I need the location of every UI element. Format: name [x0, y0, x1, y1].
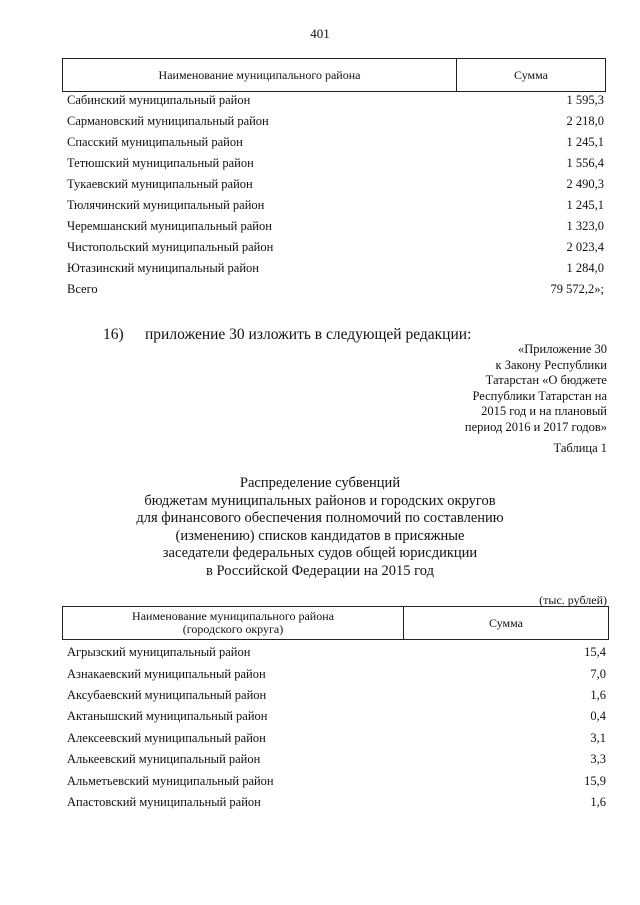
appendix-reference — [437, 342, 607, 435]
table2-header — [62, 606, 609, 640]
row-value: 1,6 — [590, 794, 606, 809]
table-row — [67, 706, 608, 727]
table-row — [67, 90, 606, 111]
row-name: Всего — [67, 282, 98, 296]
table-row — [67, 237, 606, 258]
row-value: 1 556,4 — [566, 156, 604, 170]
row-value: 1 323,0 — [566, 219, 604, 233]
row-name: Агрызский муниципальный район — [67, 645, 251, 660]
row-name: Актанышский муниципальный район — [67, 709, 268, 724]
item-number: 16) — [103, 326, 124, 343]
row-value: 0,4 — [590, 709, 606, 724]
title-line: для финансового обеспечения полномочий по составлению — [136, 510, 504, 526]
row-name: Азнакаевский муниципальный район — [67, 666, 266, 681]
table-row — [67, 749, 608, 770]
table-row — [67, 174, 606, 195]
row-value: 79 572,2»; — [550, 282, 604, 296]
row-value: 1 245,1 — [566, 135, 604, 149]
table-row — [67, 663, 608, 684]
row-name: Чистопольский муниципальный район — [67, 240, 274, 254]
table1-header — [62, 58, 606, 92]
table-row — [67, 728, 608, 749]
row-value: 2 023,4 — [566, 240, 604, 254]
appendix-line: период 2016 и 2017 годов» — [464, 419, 607, 434]
header-line: Наименование муниципального района — [132, 609, 334, 623]
row-value: 7,0 — [590, 666, 606, 681]
header-line: (городского округа) — [182, 622, 284, 636]
row-name: Тукаевский муниципальный район — [67, 177, 253, 191]
amendment-item — [103, 326, 471, 344]
table-label: Таблица 1 — [553, 441, 607, 455]
appendix-line: 2015 год и на плановый — [481, 404, 607, 418]
table-row — [67, 258, 606, 279]
row-name: Алексеевский муниципальный район — [67, 730, 266, 745]
row-name: Апастовский муниципальный район — [67, 794, 261, 809]
table2-header-name — [63, 607, 404, 639]
title-line: заседатели федеральных судов общей юрисдикции — [162, 545, 478, 561]
row-value: 3,3 — [590, 752, 606, 767]
title-line: в Российской Федерации на 2015 год — [206, 562, 434, 579]
row-value: 2 218,0 — [566, 114, 604, 128]
title-line: бюджетам муниципальных районов и городских округов — [144, 492, 496, 509]
appendix-line: «Приложение 30 — [518, 342, 607, 356]
row-name: Ютазинский муниципальный район — [67, 261, 259, 275]
table1-body — [67, 90, 606, 300]
row-name: Аксубаевский муниципальный район — [67, 687, 267, 702]
row-value: 1 284,0 — [566, 261, 604, 275]
row-name: Сабинский муниципальный район — [67, 93, 251, 107]
table-row — [67, 770, 608, 791]
appendix-line: к Закону Республики — [495, 357, 607, 372]
title-line: (изменению) списков кандидатов в присяжные — [175, 527, 465, 544]
document-title — [0, 475, 640, 580]
row-value: 15,9 — [584, 773, 606, 788]
table1-header-sum: Сумма — [514, 67, 548, 82]
row-name: Тюлячинский муниципальный район — [67, 198, 265, 212]
row-name: Тетюшский муниципальный район — [67, 156, 254, 170]
row-value: 15,4 — [584, 645, 606, 660]
units-label: (тыс. рублей) — [539, 593, 607, 607]
row-value: 1 595,3 — [566, 93, 604, 107]
table-row — [67, 132, 606, 153]
table-row — [67, 195, 606, 216]
row-name: Алькеевский муниципальный район — [67, 752, 261, 767]
title-line: Распределение субвенций — [239, 475, 401, 491]
row-value: 1 245,1 — [566, 198, 604, 212]
appendix-line: Татарстан «О бюджете — [485, 373, 607, 387]
row-name: Черемшанский муниципальный район — [67, 219, 272, 233]
table-row — [67, 642, 608, 663]
row-name: Сармановский муниципальный район — [67, 114, 269, 128]
row-value: 1,6 — [590, 687, 606, 702]
table-row — [67, 792, 608, 813]
total-row — [67, 279, 606, 300]
table-row — [67, 153, 606, 174]
table-row — [67, 685, 608, 706]
table-row — [67, 111, 606, 132]
page-number: 401 — [310, 26, 330, 41]
row-name: Альметьевский муниципальный район — [67, 773, 274, 788]
table1-header-name: Наименование муниципального района — [63, 59, 457, 91]
row-value: 3,1 — [590, 730, 606, 745]
table-row — [67, 216, 606, 237]
table2-body — [67, 642, 608, 813]
row-name: Спасский муниципальный район — [67, 135, 243, 149]
appendix-line: Республики Татарстан на — [472, 388, 607, 403]
item-text: приложение 30 изложить в следующей редакции: — [145, 326, 472, 343]
row-value: 2 490,3 — [566, 177, 604, 191]
table2-header-sum: Сумма — [489, 615, 523, 630]
